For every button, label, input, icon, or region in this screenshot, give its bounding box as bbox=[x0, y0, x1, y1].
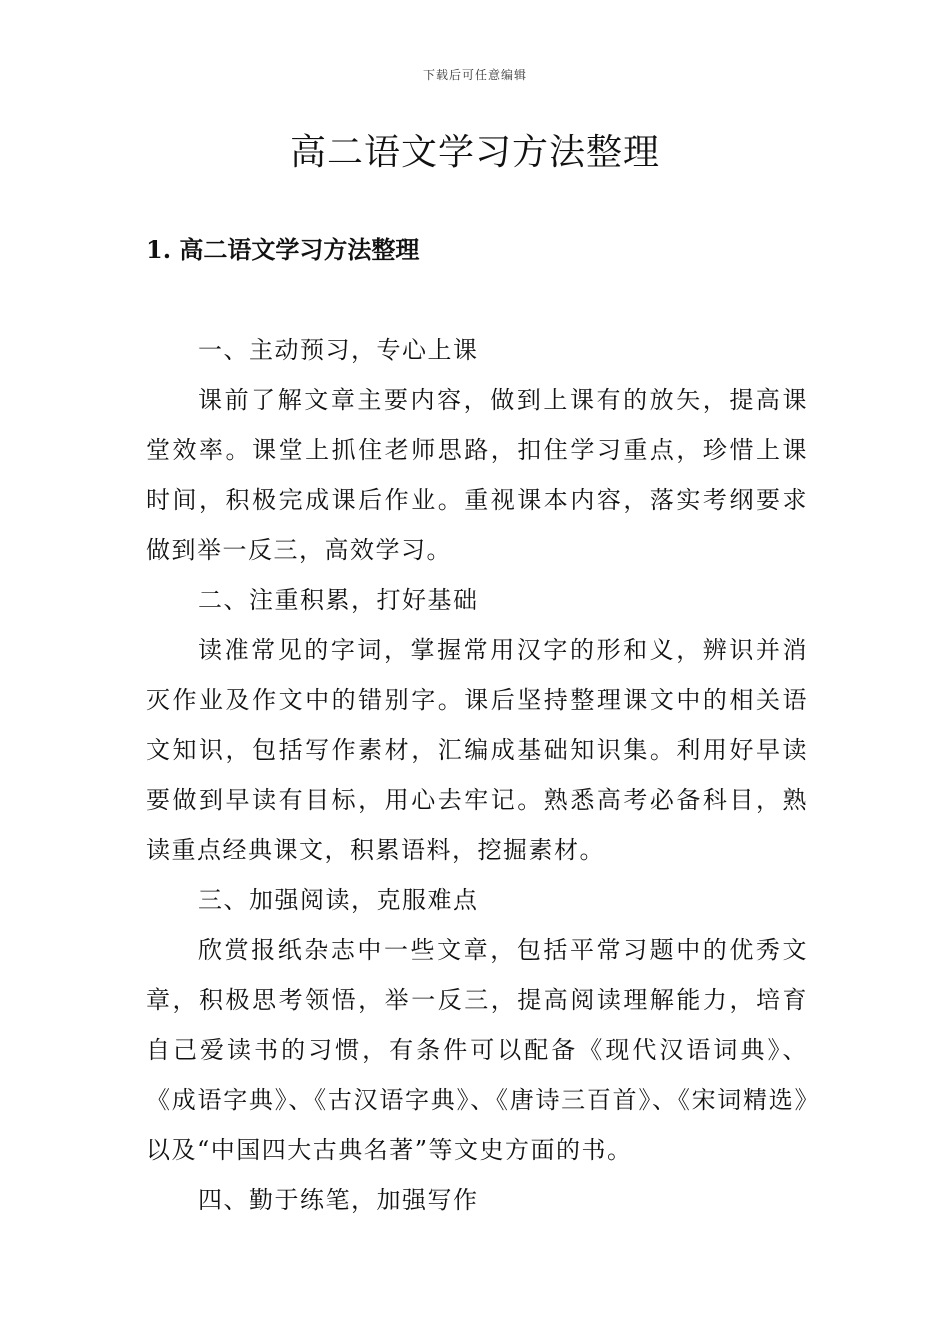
paragraph-3: 欣赏报纸杂志中一些文章，包括平常习题中的优秀文章，积极思考领悟，举一反三，提高阅读理解能力，培育自己爱读书的习惯，有条件可以配备《现代汉语词典》、《成语字典》、《古汉语字典》、《唐诗三百首》、《宋词精选》以及“中国四大古典名著”等文史方面的书。 bbox=[146, 936, 808, 1164]
paragraph-1: 课前了解文章主要内容，做到上课有的放矢，提高课堂效率。课堂上抓住老师思路，扣住学习重点，珍惜上课时间，积极完成课后作业。重视课本内容，落实考纲要求做到举一反三，高效学习。 bbox=[146, 386, 808, 564]
subheading-1: 一、主动预习，专心上课 bbox=[198, 336, 479, 364]
header-note: 下载后可任意编辑 bbox=[422, 68, 527, 82]
document-title: 高二语文学习方法整理 bbox=[289, 132, 660, 173]
section-heading: 1. 高二语文学习方法整理 bbox=[146, 235, 420, 264]
subheading-3: 三、加强阅读，克服难点 bbox=[198, 886, 479, 914]
subheading-2: 二、注重积累，打好基础 bbox=[198, 586, 479, 614]
paragraph-2: 读准常见的字词，掌握常用汉字的形和义，辨识并消灭作业及作文中的错别字。课后坚持整理课文中的相关语文知识，包括写作素材，汇编成基础知识集。利用好早读要做到早读有目标，用心去牢记。熟悉高考必备科目，熟读重点经典课文，积累语料，挖掘素材。 bbox=[146, 636, 808, 864]
document-body bbox=[146, 325, 808, 1225]
subheading-4: 四、勤于练笔，加强写作 bbox=[198, 1186, 479, 1214]
